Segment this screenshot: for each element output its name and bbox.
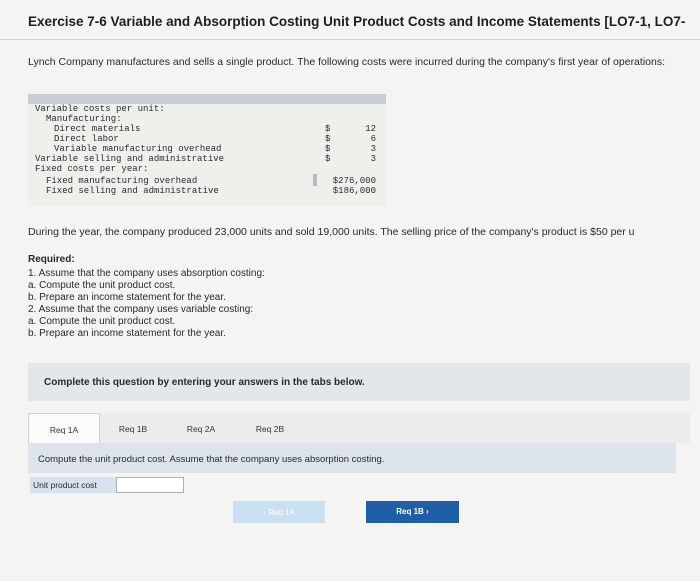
requirement-tabs (28, 413, 690, 443)
cost-amount-variable-selling-admin: 3 (370, 154, 376, 164)
required-line: a. Compute the unit product cost. (28, 280, 176, 291)
cost-currency: $ (325, 124, 331, 134)
cost-label-fixed-selling-admin: Fixed selling and administrative (46, 186, 219, 196)
required-line: a. Compute the unit product cost. (28, 316, 176, 327)
cost-table (28, 94, 386, 206)
cost-currency: $ (325, 134, 331, 144)
title-divider (0, 39, 700, 40)
unit-product-cost-label: Unit product cost (30, 477, 116, 493)
cost-currency: $ (325, 154, 331, 164)
complete-question-banner (28, 363, 690, 401)
tab-req-1b[interactable]: Req 1B (118, 424, 148, 434)
variable-costs-heading: Variable costs per unit: (35, 104, 165, 114)
instruction-text: Compute the unit product cost. Assume that the company uses absorption costing. (38, 454, 385, 465)
production-text: During the year, the company produced 23,000 units and sold 19,000 units. The selling price of the company's product is $50 per u (28, 226, 635, 238)
required-line: 1. Assume that the company uses absorption costing: (28, 268, 265, 279)
required-line: 2. Assume that the company uses variable costing: (28, 304, 254, 315)
cost-table-header-bar (28, 94, 386, 104)
exercise-title: Exercise 7-6 Variable and Absorption Costing Unit Product Costs and Income Statements [LO7-1, LO7- (28, 14, 686, 29)
tab-req-2a[interactable]: Req 2A (186, 424, 216, 434)
unit-product-cost-input[interactable] (116, 477, 184, 493)
cost-label-variable-selling-admin: Variable selling and administrative (35, 154, 225, 164)
instruction-panel (28, 443, 676, 473)
complete-question-text: Complete this question by entering your answers in the tabs below. (44, 377, 365, 388)
cost-amount-direct-materials: 12 (365, 124, 376, 134)
required-line: b. Prepare an income statement for the year. (28, 292, 226, 303)
required-heading: Required: (28, 254, 75, 265)
tab-req-1a[interactable]: Req 1A (28, 413, 100, 443)
cost-label-direct-materials: Direct materials (54, 124, 141, 134)
cost-amount-direct-labor: 6 (370, 134, 376, 144)
cost-amount-fixed-selling-admin: $186,000 (332, 186, 376, 196)
cost-amount-variable-mfg-overhead: 3 (370, 144, 376, 154)
next-req-button[interactable]: Req 1B › (366, 501, 459, 523)
tab-req-2b[interactable]: Req 2B (255, 424, 285, 434)
cost-label-variable-mfg-overhead: Variable manufacturing overhead (54, 144, 222, 154)
manufacturing-heading: Manufacturing: (46, 114, 122, 124)
required-line: b. Prepare an income statement for the year. (28, 328, 226, 339)
table-scroll-marker (313, 174, 317, 186)
cost-amount-fixed-mfg-overhead: $276,000 (332, 176, 376, 186)
intro-text: Lynch Company manufactures and sells a single product. The following costs were incurred during the company's first year of operations: (28, 56, 665, 68)
prev-req-button[interactable]: ‹ Req 1A (233, 501, 325, 523)
cost-label-fixed-mfg-overhead: Fixed manufacturing overhead (46, 176, 198, 186)
cost-label-direct-labor: Direct labor (54, 134, 119, 144)
fixed-costs-heading: Fixed costs per year: (35, 164, 149, 174)
cost-currency: $ (325, 144, 331, 154)
